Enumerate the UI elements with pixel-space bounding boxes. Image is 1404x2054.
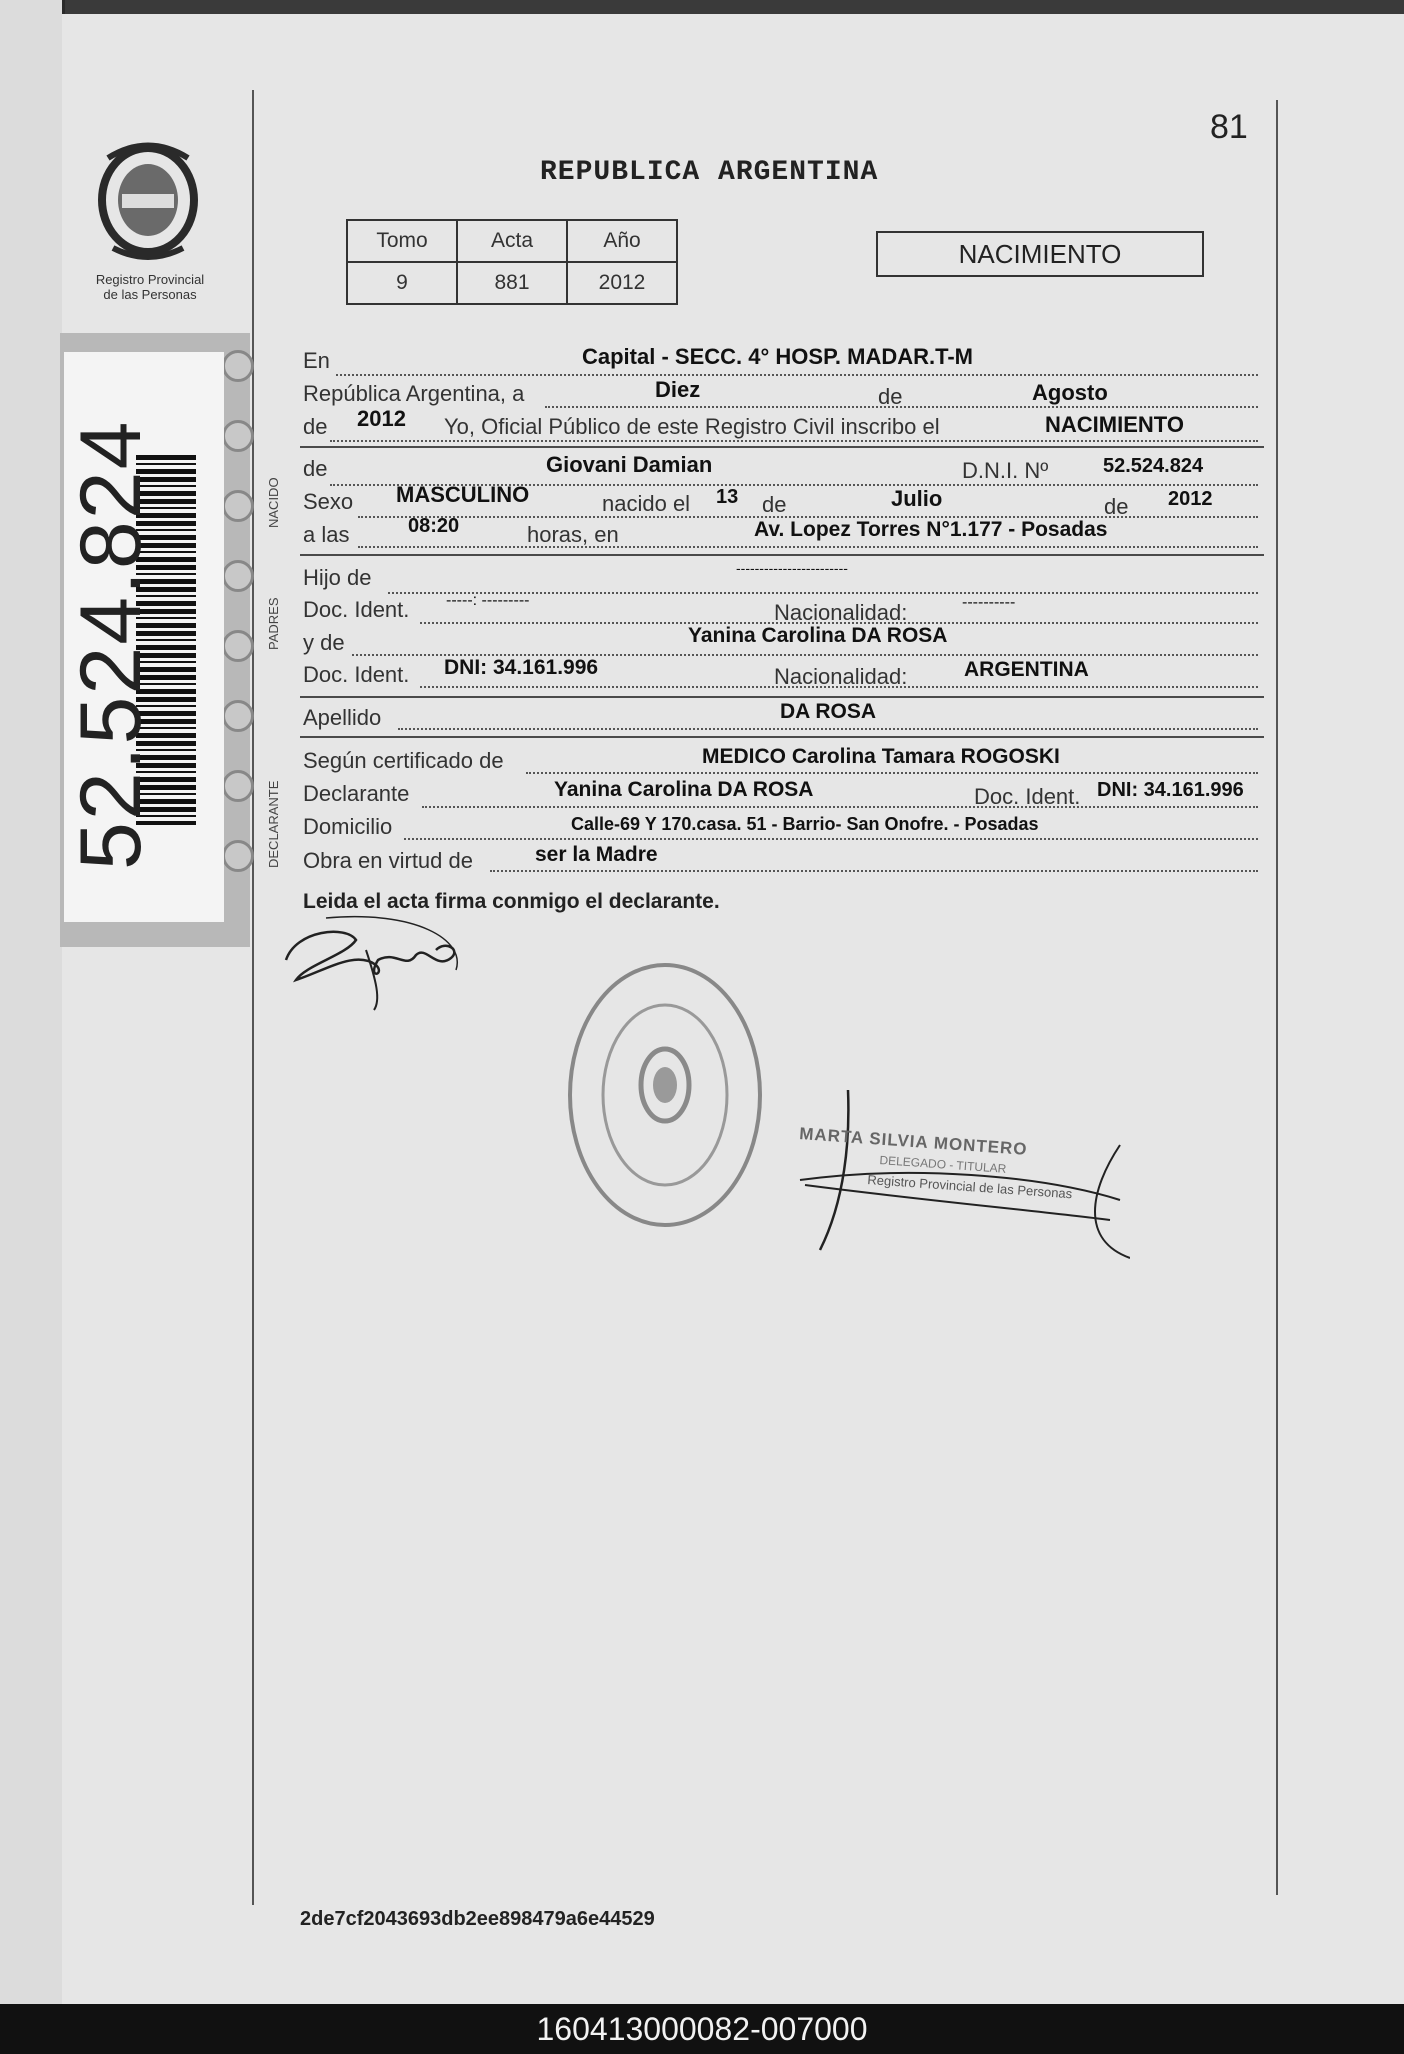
label-doc-ident-3: Doc. Ident. [974, 784, 1081, 809]
coat-of-arms-emblem [88, 138, 208, 268]
label-doc-ident-2: Doc. Ident. [303, 662, 410, 687]
value-year: 2012 [357, 406, 406, 431]
registry-caption [70, 272, 230, 302]
scan-identifier: 160413000082-007000 [536, 2011, 868, 2047]
page-number: 81 [1210, 108, 1248, 146]
label-a-las: a las [303, 522, 350, 547]
value-father-doc: -----: --------- [446, 592, 530, 609]
section-divider [300, 696, 1264, 698]
label-nacionalidad-1: Nacionalidad: [774, 600, 908, 625]
label-doc-ident-1: Doc. Ident. [303, 597, 410, 622]
value-birth-month: Julio [891, 486, 943, 511]
right-margin-line [1276, 100, 1278, 1895]
country-title: REPUBLICA ARGENTINA [540, 157, 879, 188]
official-stamp-signature [790, 1080, 1130, 1270]
fill-line [422, 806, 1258, 808]
act-type-box: NACIMIENTO [876, 231, 1204, 277]
fill-line [526, 772, 1258, 774]
binding-hole [222, 840, 254, 872]
label-obra-en-virtud: Obra en virtud de [303, 848, 473, 873]
value-declarant-doc: DNI: 34.161.996 [1097, 779, 1244, 801]
binding-hole [222, 700, 254, 732]
value-dni: 52.524.824 [1103, 455, 1204, 477]
label-yo-text: Yo, Oficial Público de este Registro Civil inscribo el [444, 414, 940, 439]
section-divider [300, 554, 1264, 556]
value-birth-year: 2012 [1168, 488, 1213, 510]
closing-statement: Leida el acta firma conmigo el declarante. [303, 890, 720, 913]
value-month: Agosto [1032, 380, 1108, 405]
label-hijo-de: Hijo de [303, 565, 372, 590]
barcode-number: 52.524.824 [63, 419, 159, 870]
label-de-year: de [303, 414, 328, 439]
register-table [346, 219, 678, 305]
value-name: Giovani Damian [546, 452, 713, 477]
section-label-padres: PADRES [266, 597, 281, 650]
value-place: Capital - SECC. 4° HOSP. MADAR.T-M [582, 344, 973, 369]
value-mother-doc: DNI: 34.161.996 [444, 656, 599, 679]
stamp-office: Registro Provincial de las Personas [866, 1172, 1073, 1202]
stamp-name: MARTA SILVIA MONTERO [798, 1124, 1029, 1159]
binding-hole [222, 630, 254, 662]
value-birth-day: 13 [716, 486, 739, 508]
registry-line-2: de las Personas [103, 287, 197, 302]
table-header-tomo: Tomo [347, 220, 457, 262]
value-father: ------------------------ [736, 560, 848, 576]
value-father-nationality: ---------- [962, 594, 1016, 611]
label-segun-certificado: Según certificado de [303, 748, 504, 773]
label-horas-en: horas, en [527, 522, 619, 547]
fill-line [398, 728, 1258, 730]
binding-hole [222, 420, 254, 452]
table-value-acta: 881 [457, 262, 567, 304]
registry-line-1: Registro Provincial [95, 272, 205, 287]
label-y-de: y de [303, 630, 345, 655]
value-sex: MASCULINO [396, 482, 530, 507]
label-sexo: Sexo [303, 489, 354, 514]
label-de-birth-year: de [1104, 494, 1129, 519]
label-de-month: de [878, 384, 903, 409]
table-value-ano: 2012 [567, 262, 677, 304]
table-header-ano: Año [567, 220, 677, 262]
binding-hole [222, 490, 254, 522]
section-label-declarante: DECLARANTE [266, 780, 281, 868]
official-round-seal [560, 955, 770, 1235]
value-mother-nationality: ARGENTINA [964, 658, 1089, 681]
fill-line [404, 838, 1258, 840]
stamp-subtitle: DELEGADO - TITULAR [879, 1153, 1007, 1176]
value-day: Diez [655, 377, 701, 402]
label-declarante: Declarante [303, 781, 410, 806]
label-apellido: Apellido [303, 705, 382, 730]
fill-line [358, 546, 1258, 548]
section-label-nacido: NACIDO [266, 477, 281, 528]
binding-hole [222, 560, 254, 592]
binding-hole [222, 770, 254, 802]
value-birth-time: 08:20 [408, 515, 460, 537]
fill-line [490, 870, 1258, 872]
label-nacionalidad-2: Nacionalidad: [774, 664, 908, 689]
label-en: En [303, 348, 330, 373]
fill-line [330, 440, 1258, 442]
value-mother: Yanina Carolina DA ROSA [688, 624, 948, 647]
value-by-virtue: ser la Madre [535, 843, 658, 866]
section-divider [300, 446, 1264, 448]
left-page-edge [0, 0, 65, 2004]
binding-hole [222, 350, 254, 382]
label-dni: D.N.I. Nº [962, 458, 1049, 483]
label-domicilio: Domicilio [303, 814, 393, 839]
table-value-tomo: 9 [347, 262, 457, 304]
declarant-signature [266, 910, 486, 1020]
value-surname: DA ROSA [780, 700, 877, 723]
value-birth-place: Av. Lopez Torres N°1.177 - Posadas [754, 518, 1108, 541]
table-header-acta: Acta [457, 220, 567, 262]
label-nacido-el: nacido el [602, 491, 691, 516]
document-hash: 2de7cf2043693db2ee898479a6e44529 [300, 1908, 655, 1930]
value-act-kind: NACIMIENTO [1045, 412, 1184, 437]
label-de-birth-month: de [762, 492, 787, 517]
value-declarant: Yanina Carolina DA ROSA [554, 778, 814, 801]
value-address: Calle-69 Y 170.casa. 51 - Barrio- San Onofre. - Posadas [571, 814, 1039, 834]
section-divider [300, 736, 1264, 738]
fill-line [336, 374, 1258, 376]
label-republica: República Argentina, a [303, 381, 525, 406]
value-certificate: MEDICO Carolina Tamara ROGOSKI [702, 745, 1060, 768]
label-de-name: de [303, 456, 328, 481]
